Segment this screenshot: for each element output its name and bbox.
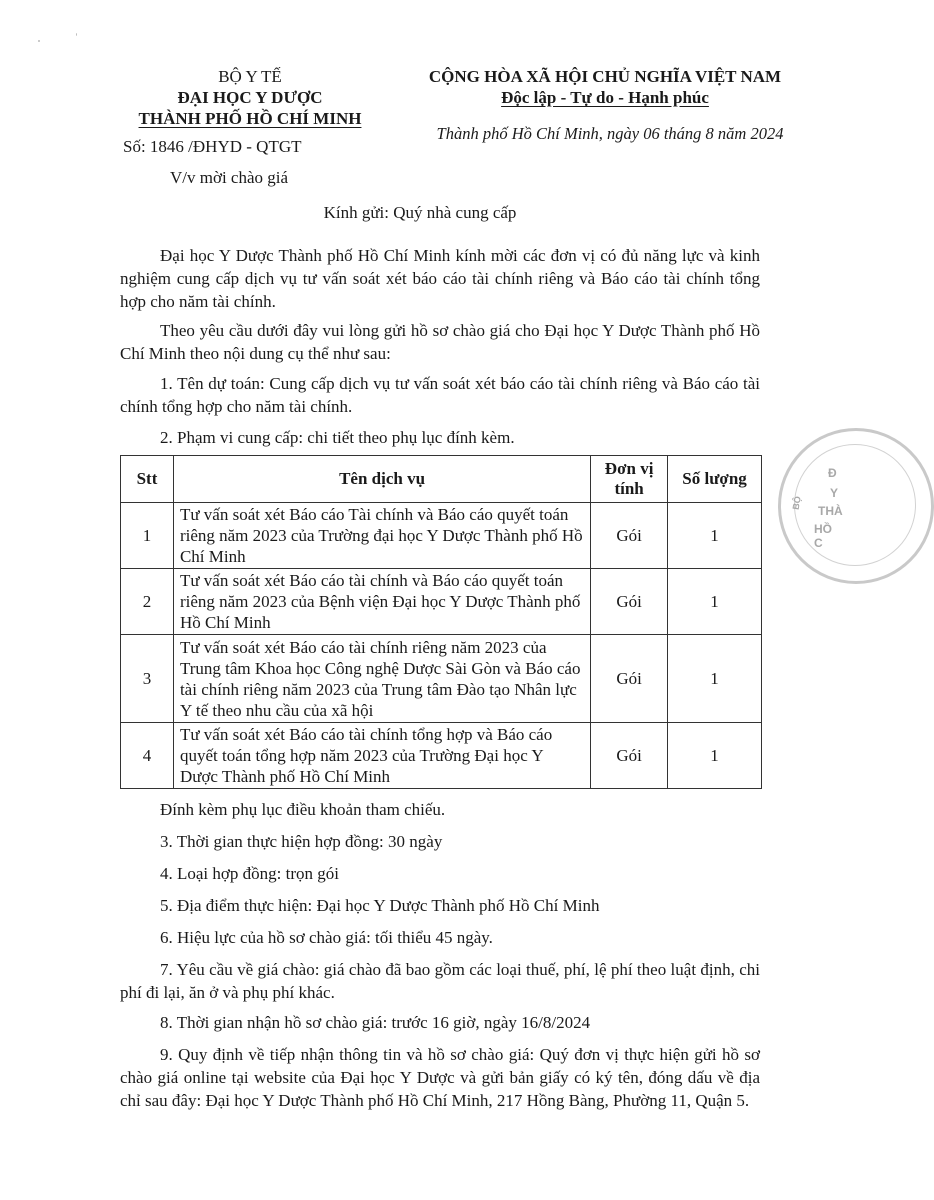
place-date: Thành phố Hồ Chí Minh, ngày 06 tháng 8 năm 2024: [436, 124, 784, 143]
table-row: [121, 723, 762, 789]
cell-unit: Gói: [591, 569, 668, 635]
cell-service: Tư vấn soát xét Báo cáo tài chính và Báo cáo quyết toán riêng năm 2023 của Bệnh viện Đại học Y Dược Thành phố Hồ Chí Minh: [173, 569, 590, 635]
item-price-requirements: 7. Yêu cầu về giá chào: giá chào đã bao gồm các loại thuế, phí, lệ phí theo luật định, chi phí đi lại, ăn ở và phụ phí khác.: [120, 960, 760, 1002]
ministry-name: BỘ Y TẾ: [218, 67, 282, 86]
table-row: [121, 569, 762, 635]
table-row: [121, 503, 762, 569]
item-estimate-name: 1. Tên dự toán: Cung cấp dịch vụ tư vấn soát xét báo cáo tài chính riêng và Báo cáo tài chính tổng hợp cho năm tài chính.: [120, 374, 760, 416]
item-submission-rules: 9. Quy định về tiếp nhận thông tin và hồ sơ chào giá: Quý đơn vị thực hiện gửi hồ sơ chào giá online tại website của Đại học Y Dược và gửi bản giấy có ký tên, đóng dấu về địa chỉ sau đây: Đại học Y Dược Thành phố Hồ Chí Minh, 217 Hồng Bàng, Phường 11, Quận 5.: [120, 1045, 760, 1110]
stamp-text: BỘ: [790, 495, 803, 511]
request-paragraph: Theo yêu cầu dưới đây vui lòng gửi hồ sơ chào giá cho Đại học Y Dược Thành phố Hồ Chí Minh theo nội dung cụ thể như sau:: [120, 321, 760, 363]
item-submission-deadline: 8. Thời gian nhận hồ sơ chào giá: trước 16 giờ, ngày 16/8/2024: [160, 1013, 591, 1032]
cell-service: Tư vấn soát xét Báo cáo tài chính riêng năm 2023 của Trung tâm Khoa học Công nghệ Dược Sài Gòn và Báo cáo tài chính riêng năm 2023 của Trung tâm Đào tạo Nhân lực Y tế theo nhu cầu của xã hội: [173, 635, 590, 723]
cell-quantity: 1: [668, 569, 762, 635]
cell-service: Tư vấn soát xét Báo cáo Tài chính và Báo cáo quyết toán riêng năm 2023 của Trường đại học Y Dược Thành phố Hồ Chí Minh: [173, 503, 590, 569]
col-header-service: Tên dịch vụ: [173, 456, 590, 503]
col-header-quantity: Số lượng: [668, 456, 762, 503]
item-location: 5. Địa điểm thực hiện: Đại học Y Dược Thành phố Hồ Chí Minh: [160, 896, 600, 915]
table-header-row: [121, 456, 762, 503]
col-header-stt: Stt: [121, 456, 174, 503]
cell-quantity: 1: [668, 503, 762, 569]
item-contract-duration: 3. Thời gian thực hiện hợp đồng: 30 ngày: [160, 832, 443, 851]
cell-service: Tư vấn soát xét Báo cáo tài chính tổng hợp và Báo cáo quyết toán tổng hợp năm 2023 của Trường Đại học Y Dược Thành phố Hồ Chí Minh: [173, 723, 590, 789]
stamp-text: Y: [830, 486, 839, 500]
cell-unit: Gói: [591, 723, 668, 789]
greeting: Kính gửi: Quý nhà cung cấp: [323, 203, 517, 222]
national-header: [405, 66, 805, 108]
document-subject: V/v mời chào giá: [170, 168, 289, 187]
cell-unit: Gói: [591, 503, 668, 569]
issuer-block: [120, 66, 380, 129]
official-stamp-inner-ring: [794, 444, 916, 566]
cell-quantity: 1: [668, 723, 762, 789]
stamp-text: HỒ C: [814, 522, 832, 550]
cell-stt: 2: [121, 569, 174, 635]
stamp-text: THÀ: [818, 504, 843, 518]
scan-speck: [38, 40, 40, 42]
item-quote-validity: 6. Hiệu lực của hồ sơ chào giá: tối thiểu 45 ngày.: [160, 928, 493, 947]
col-header-unit: Đơn vị tính: [591, 456, 668, 503]
cell-stt: 1: [121, 503, 174, 569]
stamp-text: Đ: [828, 466, 837, 480]
university-name-line2: THÀNH PHỐ HỒ CHÍ MINH: [138, 109, 362, 128]
item-scope: 2. Phạm vi cung cấp: chi tiết theo phụ lục đính kèm.: [160, 428, 515, 447]
cell-quantity: 1: [668, 635, 762, 723]
cell-stt: 3: [121, 635, 174, 723]
scan-speck: [76, 33, 77, 36]
cell-unit: Gói: [591, 635, 668, 723]
country-name: CỘNG HÒA XÃ HỘI CHỦ NGHĨA VIỆT NAM: [428, 67, 782, 86]
university-name-line1: ĐẠI HỌC Y DƯỢC: [177, 88, 323, 107]
attachment-note: Đính kèm phụ lục điều khoản tham chiếu.: [160, 800, 446, 819]
national-motto: Độc lập - Tự do - Hạnh phúc: [501, 88, 709, 107]
item-contract-type: 4. Loại hợp đồng: trọn gói: [160, 864, 339, 883]
document-number: Số: 1846 /ĐHYD - QTGT: [123, 137, 302, 156]
table-row: [121, 635, 762, 723]
cell-stt: 4: [121, 723, 174, 789]
intro-paragraph: Đại học Y Dược Thành phố Hồ Chí Minh kính mời các đơn vị có đủ năng lực và kinh nghiệm cung cấp dịch vụ tư vấn soát xét báo cáo tài chính riêng và Báo cáo tài chính tổng hợp cho năm tài chính.: [120, 246, 760, 311]
service-table: [120, 455, 762, 789]
